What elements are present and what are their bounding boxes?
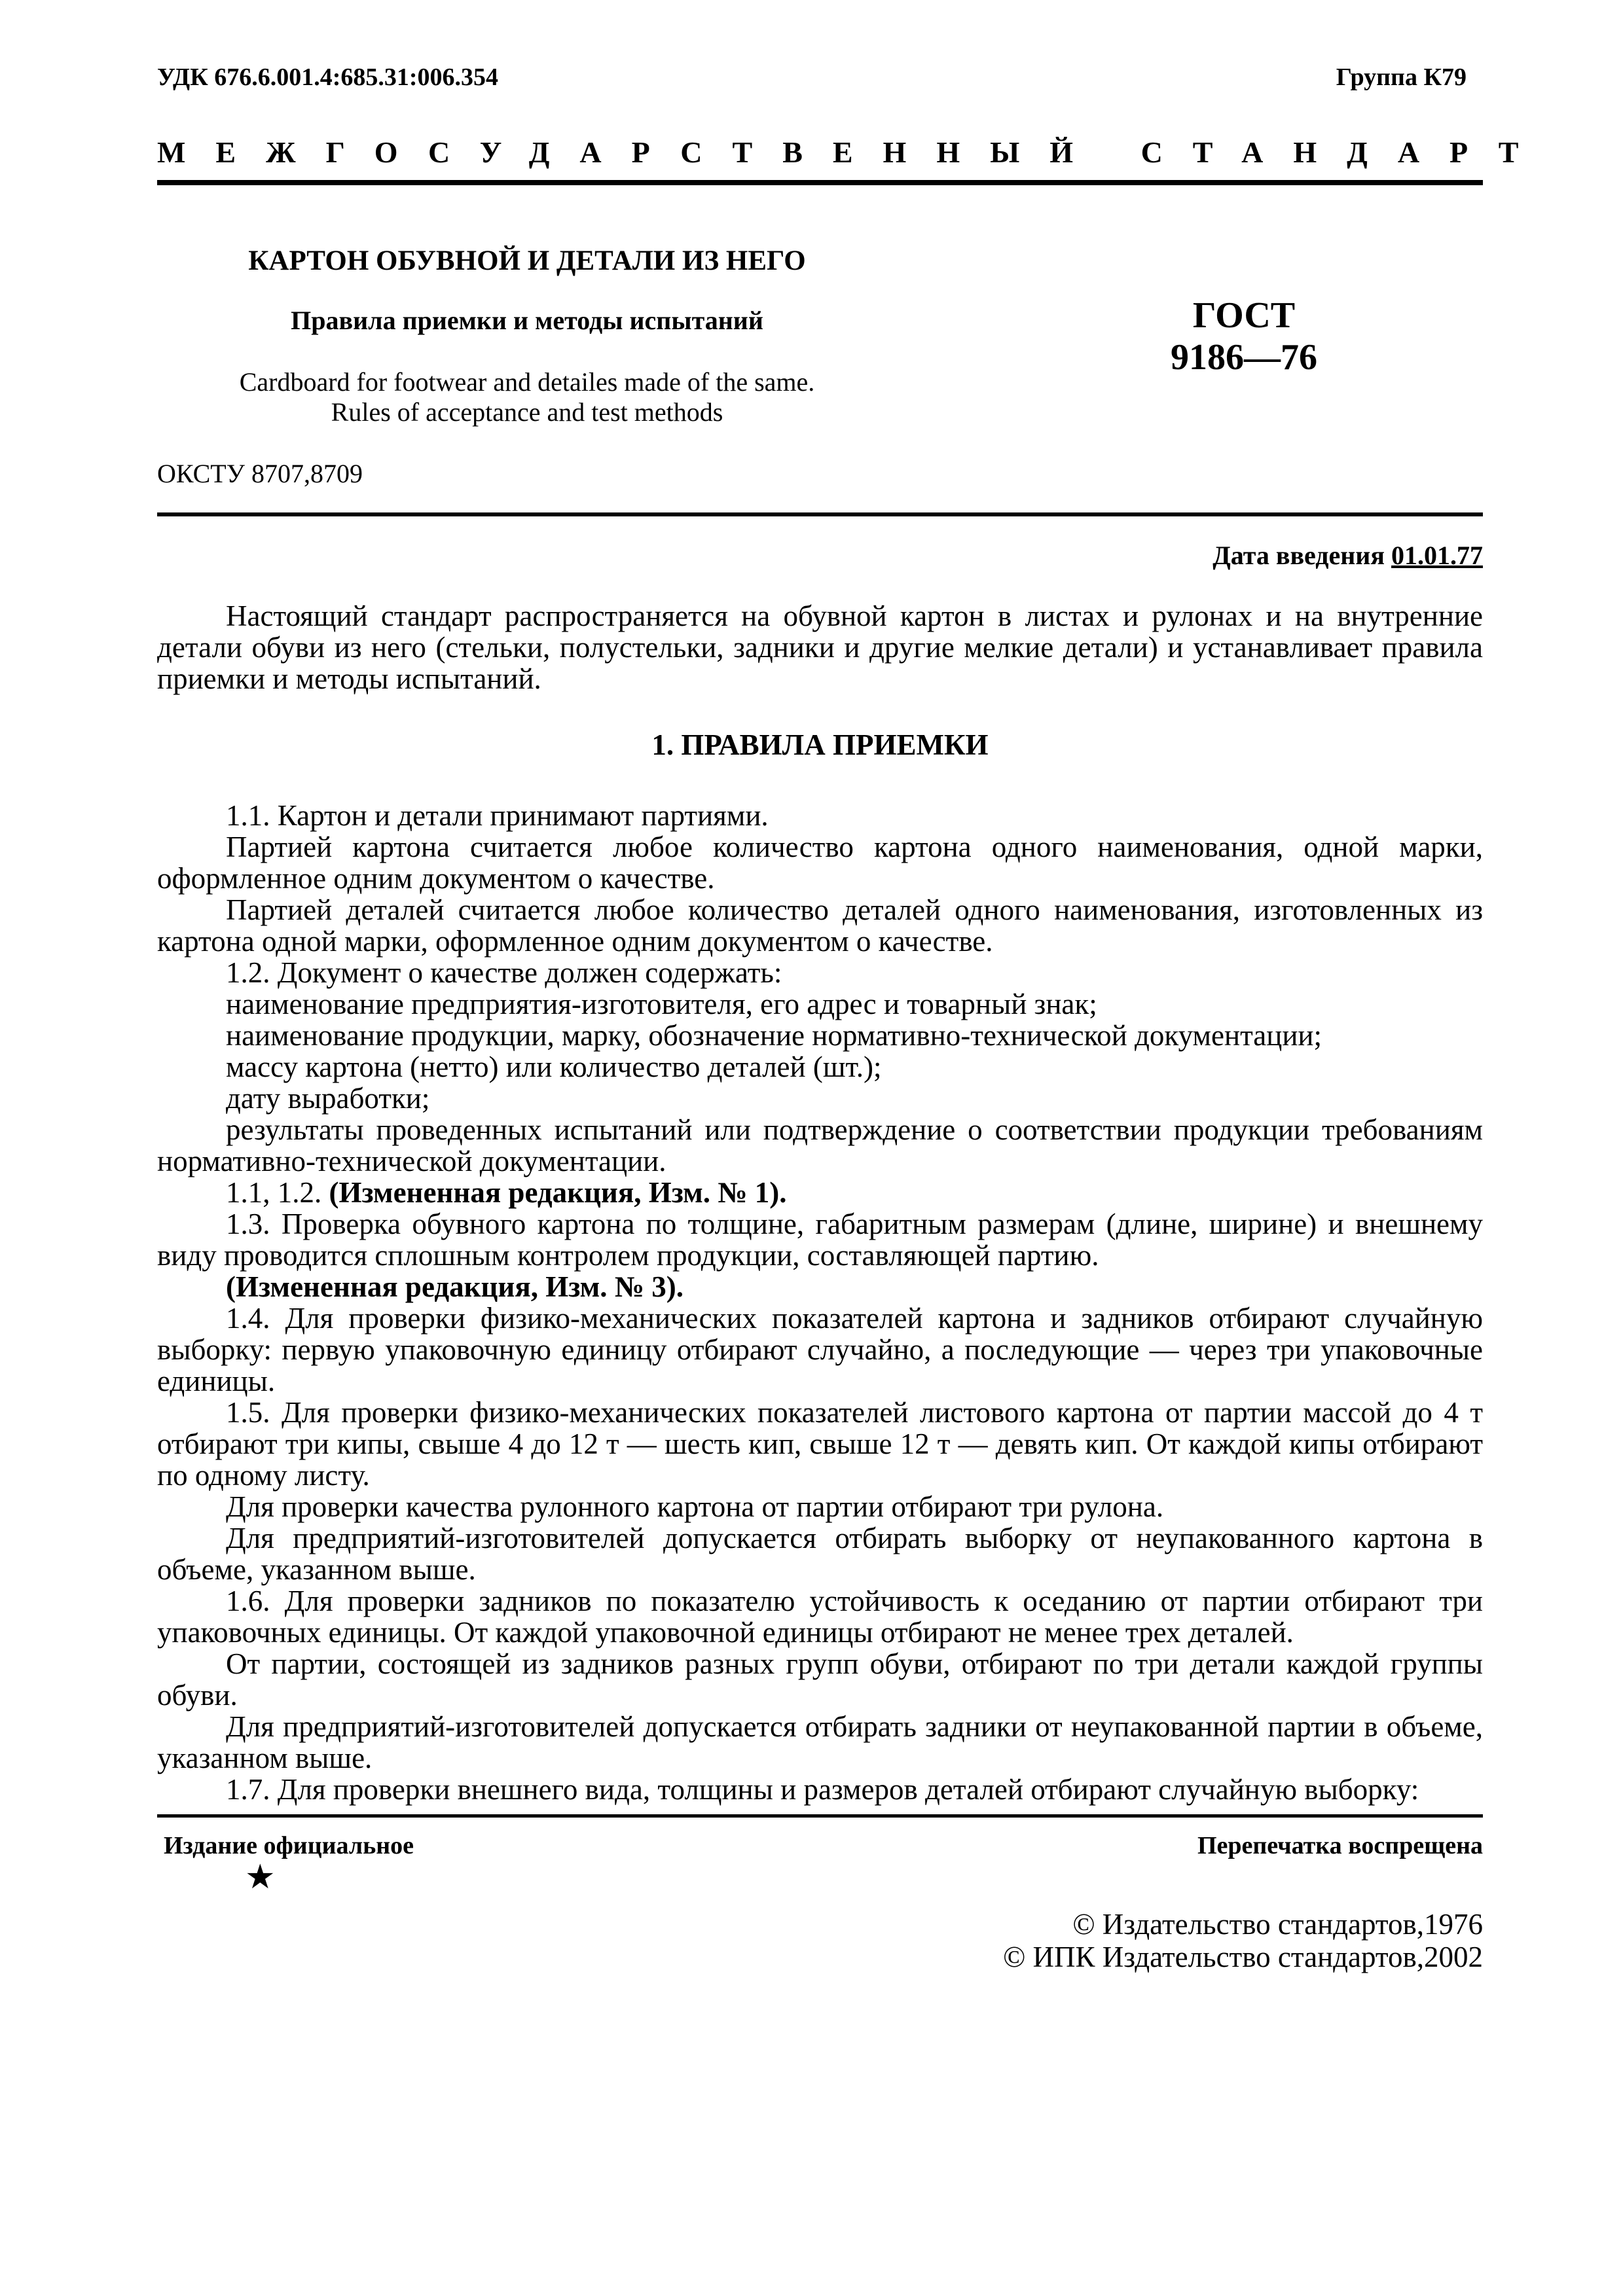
document-subtitle: Правила приемки и методы испытаний: [291, 306, 763, 335]
amendment-1: [157, 1177, 1483, 1208]
header-rule: [157, 180, 1483, 185]
amendment-3: (Измененная редакция, Изм. № 3).: [226, 1270, 684, 1303]
para-1-7: 1.7. Для проверки внешнего вида, толщины и размеров деталей отбирают случайную выборку:: [226, 1773, 1419, 1806]
reprint-notice: Перепечатка воспрещена: [1197, 1832, 1483, 1859]
english-title-line2: Rules of acceptance and test methods: [331, 397, 723, 427]
list-item: наименование предприятия-изготовителя, его адрес и товарный знак;: [226, 988, 1097, 1020]
para-1-1: 1.1. Картон и детали принимают партиями.: [226, 799, 769, 832]
group-code: Группа К79: [1336, 63, 1467, 91]
amendment-1-prefix: 1.1, 1.2.: [226, 1176, 322, 1209]
para-1-1a: Партией картона считается любое количество картона одного наименования, одной марки, оформленное одним документом о качестве.: [157, 831, 1483, 895]
title-rule: [157, 512, 1483, 516]
para-1-5: 1.5. Для проверки физико-механических показателей листового картона от партии массой до 4 т отбирают три кипы, свыше 4 до 12 т — шесть кип, свыше 12 т — девять кип. От каждой кипы отбирают по одному листу.: [157, 1396, 1483, 1492]
gost-number: 9186—76: [1171, 337, 1317, 378]
para-1-6b: Для предприятий-изготовителей допускается отбирать задники от неупакованной партии в объеме, указанном выше.: [157, 1710, 1483, 1774]
para-1-4: 1.4. Для проверки физико-механических показателей картона и задников отбирают случайную выборку: первую упаковочную единицу отбирают случайно, а последующие — через три упаковочные единицы.: [157, 1302, 1483, 1397]
para-1-2: 1.2. Документ о качестве должен содержать:: [226, 956, 782, 989]
document-title: КАРТОН ОБУВНОЙ И ДЕТАЛИ ИЗ НЕГО: [248, 245, 806, 276]
copyright-2002: © ИПК Издательство стандартов,2002: [1003, 1941, 1483, 1973]
intro-date: [982, 540, 1483, 571]
star-icon: ★: [245, 1857, 276, 1897]
para-1-5b: Для предприятий-изготовителей допускается отбирать выборку от неупакованного картона в объеме, указанном выше.: [157, 1522, 1483, 1586]
list-item: массу картона (нетто) или количество деталей (шт.);: [226, 1050, 882, 1083]
gost-label: ГОСТ: [1192, 295, 1296, 336]
standard-banner: МЕЖГОСУДАРСТВЕННЫЙ СТАНДАРТ: [157, 135, 1549, 169]
udk-code: УДК 676.6.001.4:685.31:006.354: [157, 63, 499, 91]
para-1-1b: Партией деталей считается любое количество деталей одного наименования, изготовленных из картона одной марки, оформленное одним документом о качестве.: [157, 893, 1483, 958]
list-item: дату выработки;: [226, 1082, 430, 1115]
copyright-1976: © Издательство стандартов,1976: [1072, 1908, 1483, 1941]
intro-date-label: Дата введения: [1213, 541, 1385, 570]
english-title-line1: Cardboard for footwear and detailes made of the same.: [239, 367, 815, 397]
para-1-6a: От партии, состоящей из задников разных групп обуви, отбирают по три детали каждой группы обуви.: [157, 1647, 1483, 1712]
para-1-6: 1.6. Для проверки задников по показателю устойчивость к оседанию от партии отбирают три упаковочных единицы. От каждой упаковочной единицы отбирают не менее трех деталей.: [157, 1585, 1483, 1649]
para-1-5a: Для проверки качества рулонного картона от партии отбирают три рулона.: [226, 1490, 1164, 1523]
para-1-3: 1.3. Проверка обувного картона по толщине, габаритным размерам (длине, ширине) и внешнему виду проводится сплошным контролем продукции, составляющей партию.: [157, 1208, 1483, 1272]
list-item: результаты проведенных испытаний или подтверждение о соответствии продукции требованиям нормативно-технической документации.: [157, 1113, 1483, 1177]
oksty-code: ОКСТУ 8707,8709: [157, 459, 363, 488]
intro-paragraph: Настоящий стандарт распространяется на обувной картон в листах и рулонах и на внутренние детали обуви из него (стельки, полустельки, задники и другие мелкие детали) и устанавливает правила приемки и методы испытаний.: [157, 600, 1483, 695]
list-item: наименование продукции, марку, обозначение нормативно-технической документации;: [226, 1019, 1322, 1052]
official-edition: Издание официальное: [164, 1832, 414, 1859]
amendment-1-text: (Измененная редакция, Изм. № 1).: [329, 1176, 787, 1209]
section-heading: 1. ПРАВИЛА ПРИЕМКИ: [651, 728, 989, 761]
footer-rule: [157, 1814, 1483, 1818]
intro-date-value: 01.01.77: [1391, 541, 1483, 570]
